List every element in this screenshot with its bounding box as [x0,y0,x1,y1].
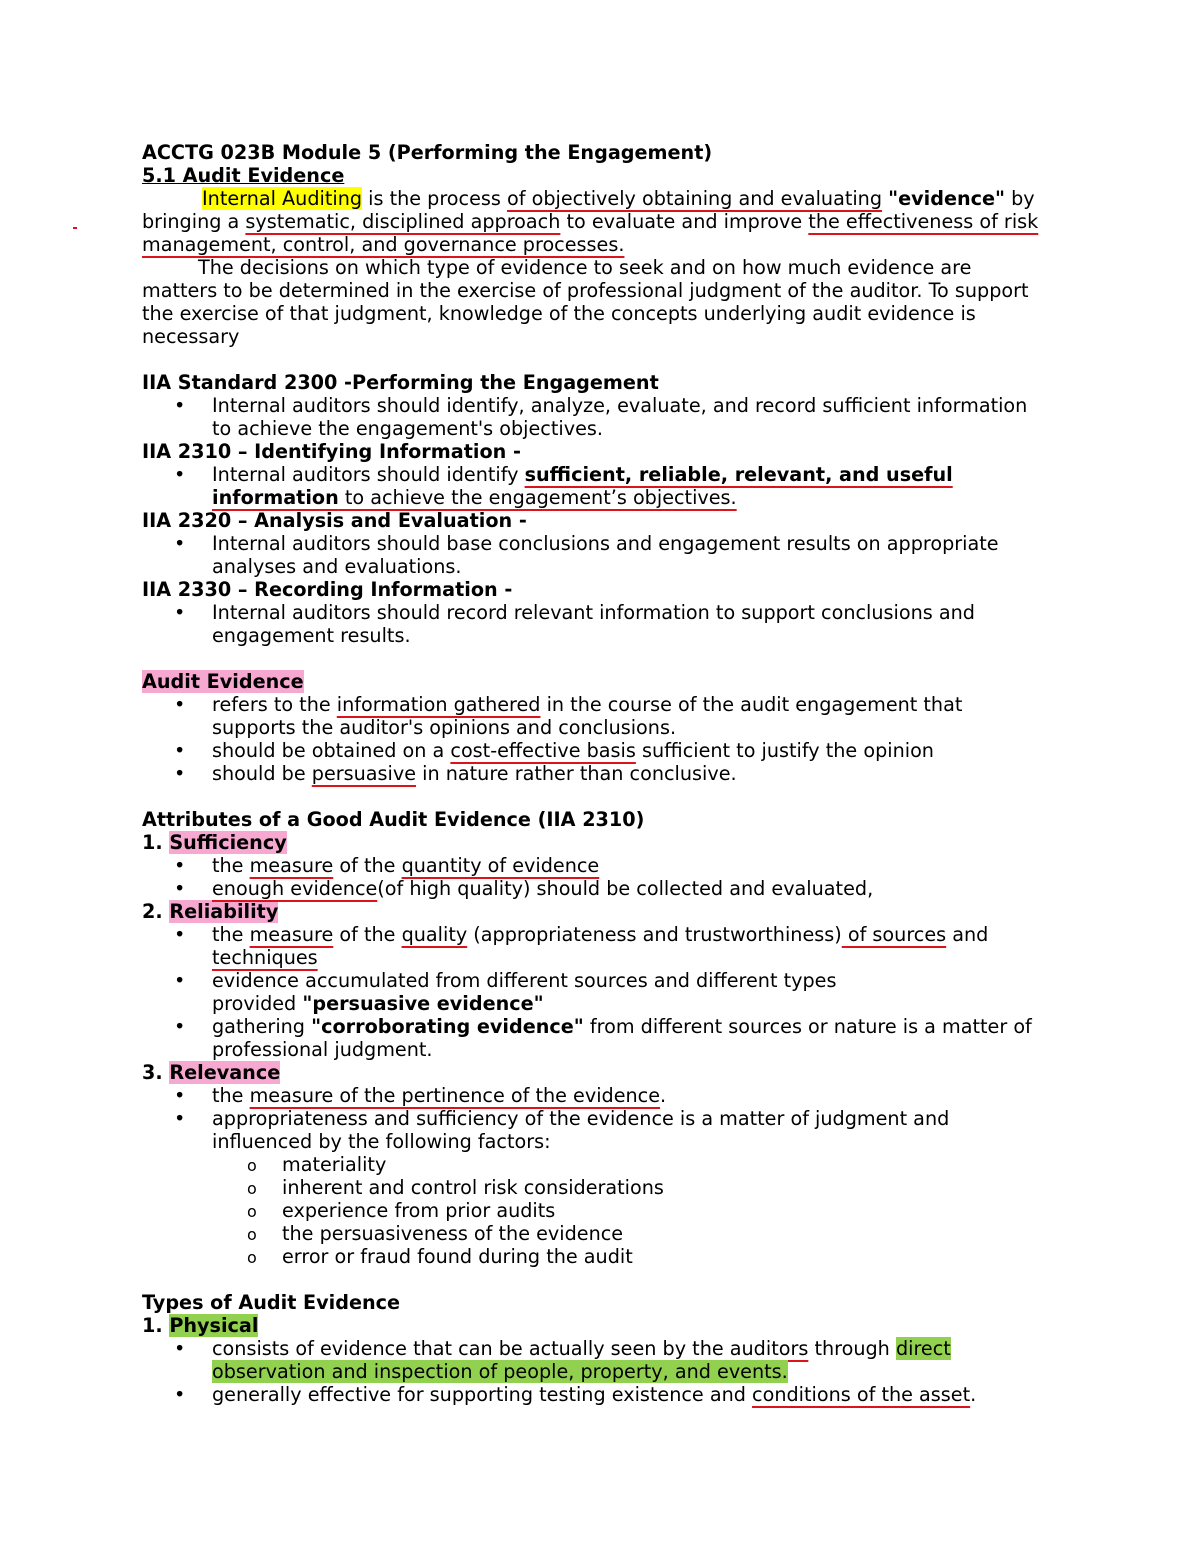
spacer [142,348,1072,371]
iia-2320-list [142,532,1072,578]
list-item: • the measure of the quality (appropriateness and trustworthiness) of sources and techniques [142,923,1072,969]
ink-underline: the effectiveness of risk [808,210,1039,233]
list-item: • the measure of the quantity of evidence [142,854,1072,877]
iia-2320-heading: IIA 2320 – Analysis and Evaluation - [142,509,527,532]
iia-2300-list [142,394,1072,440]
margin-ink-mark [73,227,77,229]
audit-evidence-list [142,693,1072,785]
iia-2310-list [142,463,1072,509]
spacer [142,785,1072,808]
ink-underline: measure of the pertinence of the evidence [249,1084,661,1107]
relevance-list [142,1084,1072,1153]
ink-underline: systematic, disciplined approach [245,210,561,233]
ink-underline: to achieve the engagement’s objectives. [338,486,737,509]
relevance-heading: 3. Relevance [142,1061,281,1084]
list-item: o materiality [142,1153,1072,1176]
iia-2300-heading: IIA Standard 2300 -Performing the Engagement [142,371,659,394]
list-item: • refers to the information gathered in the course of the audit engagement that supports the auditor's opinions and conclusions. [142,693,1072,739]
list-item: • consists of evidence that can be actually seen by the auditors through direct observation and inspection of people, property, and events. [142,1337,1072,1383]
decisions-paragraph-line-3: the exercise of that judgment, knowledge of the concepts underlying audit evidence is [142,302,976,325]
list-item: • Internal auditors should base conclusions and engagement results on appropriate analyses and evaluations. [142,532,1072,578]
intro-paragraph-line-2: bringing a systematic, disciplined approach to evaluate and improve the effectiveness of risk [142,210,1039,233]
list-item: o experience from prior audits [142,1199,1072,1222]
ink-underline: measure [249,923,334,946]
ink-underline: information gathered [336,693,541,716]
ink-underline: of sources [841,923,947,946]
ink-underline: information [212,486,339,509]
audit-evidence-heading: Audit Evidence [142,670,304,693]
ink-underline: sufficient, reliable, relevant, and useful [524,463,953,486]
list-item: o the persuasiveness of the evidence [142,1222,1072,1245]
physical-heading: 1. Physical [142,1314,259,1337]
section-heading-5-1: 5.1 Audit Evidence [142,164,345,187]
ink-underline: techniques [212,946,318,969]
list-item: • Internal auditors should record relevant information to support conclusions and engagement results. [142,601,1072,647]
ink-underline: actually seen by the auditors [528,1337,809,1360]
ink-underline: conditions of the asset [752,1383,971,1406]
types-heading: Types of Audit Evidence [142,1291,401,1314]
intro-paragraph-line-1: Internal Auditing is the process of objectively obtaining and evaluating "evidence" by [202,187,1035,210]
ink-underline: of objectively obtaining and evaluating [507,187,883,210]
list-item: • generally effective for supporting testing existence and conditions of the asset. [142,1383,1072,1406]
list-item: • the measure of the pertinence of the evidence. [142,1084,1072,1107]
reliability-list [142,923,1072,1061]
list-item: • gathering "corroborating evidence" from different sources or nature is a matter of professional judgment. [142,1015,1072,1061]
list-item: o error or fraud found during the audit [142,1245,1072,1268]
list-item: • Internal auditors should identify, analyze, evaluate, and record sufficient information to achieve the engagement's objectives. [142,394,1072,440]
list-item: • should be persuasive in nature rather than conclusive. [142,762,1072,785]
spacer [142,1268,1072,1291]
sufficiency-list [142,854,1072,900]
ink-underline: quantity of evidence [401,854,600,877]
ink-underline: measure [249,854,334,877]
reliability-heading: 2. Reliability [142,900,279,923]
list-item: • evidence accumulated from different sources and different types provided "persuasive evidence" [142,969,1072,1015]
decisions-paragraph-line-2: matters to be determined in the exercise of professional judgment of the auditor. To support [142,279,1029,302]
list-item: • Internal auditors should identify sufficient, reliable, relevant, and useful information to achieve the engagement’s objectives. [142,463,1072,509]
ink-underline: persuasive [311,762,417,785]
decisions-paragraph-line-4: necessary [142,325,240,348]
evidence-bold-term: "evidence" [888,187,1006,210]
document-page [142,141,1072,1406]
sufficiency-heading: 1. Sufficiency [142,831,287,854]
ink-underline: cost-effective basis [450,739,636,762]
list-item: • should be obtained on a cost-effective basis sufficient to justify the opinion [142,739,1072,762]
iia-2330-heading: IIA 2330 – Recording Information - [142,578,513,601]
attributes-heading: Attributes of a Good Audit Evidence (IIA 2310) [142,808,645,831]
spacer [142,647,1072,670]
iia-2330-list [142,601,1072,647]
relevance-factors-list [142,1153,1072,1268]
ink-underline: evidence that can be [320,1337,529,1360]
decisions-paragraph-line-1: The decisions on which type of evidence to seek and on how much evidence are [198,256,972,279]
list-item: • appropriateness and sufficiency of the evidence is a matter of judgment and influenced by the following factors: [142,1107,1072,1153]
physical-list [142,1337,1072,1406]
intro-paragraph-line-3 [142,233,1072,256]
ink-underline: management, control, and governance processes. [142,233,625,256]
list-item: • enough evidence(of high quality) should be collected and evaluated, [142,877,1072,900]
ink-underline: enough evidence [212,877,378,900]
ink-underline: quality [401,923,468,946]
term-internal-auditing: Internal Auditing [202,187,363,210]
module-title: ACCTG 023B Module 5 (Performing the Engagement) [142,141,713,164]
iia-2310-heading: IIA 2310 – Identifying Information - [142,440,521,463]
list-item: o inherent and control risk considerations [142,1176,1072,1199]
